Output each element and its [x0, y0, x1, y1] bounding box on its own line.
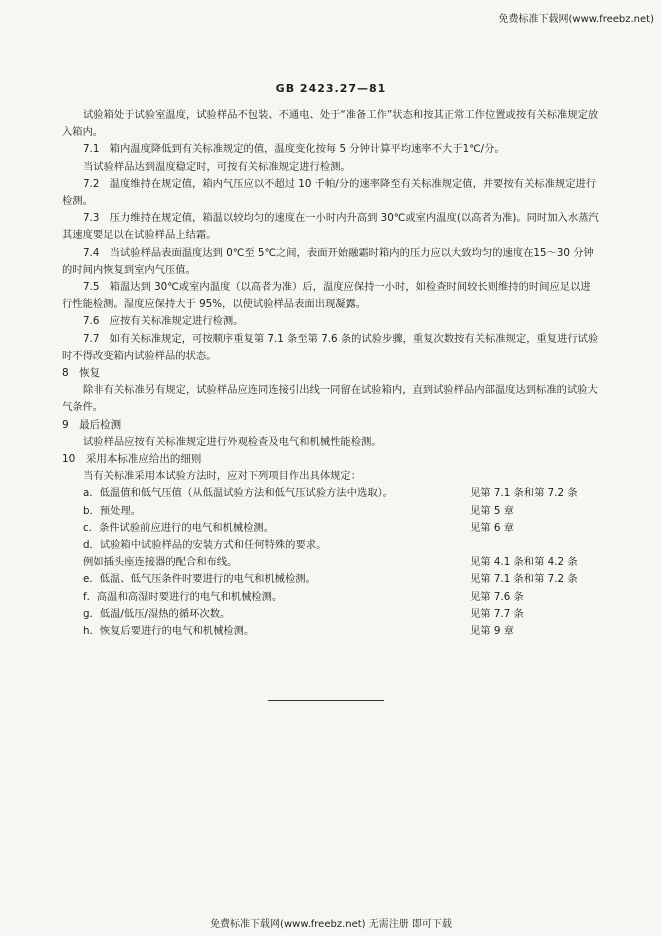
- watermark-bottom[interactable]: 免费标准下载网(www.freebz.net) 无需注册 即可下载: [210, 919, 452, 930]
- section-10-heading: 10 采用本标准应给出的细则: [62, 453, 202, 466]
- list-item: [62, 554, 600, 571]
- list-item-text: f．高温和高湿时要进行的电气和机械检测。: [83, 590, 283, 603]
- list-item-ref: 见第 5 章: [470, 504, 514, 517]
- list-item: [62, 537, 600, 554]
- paragraph: 当试验样品达到温度稳定时，可按有关标准规定进行检测。: [83, 160, 351, 173]
- list-item-ref: 见第 9 章: [470, 625, 514, 638]
- clause-7-3: 7.3 压力维持在规定值，箱温以较均匀的速度在一小时内升高到 30℃或室内温度(以高者为准)。同时加入水蒸汽其速度要足以在试验样品上结霜。: [62, 212, 599, 242]
- clause-7-5: 7.5 箱温达到 30℃或室内温度（以高者为准）后，温度应保持一小时，如检查时间较长则维持的时间应足以进行性能检测。湿度应保持大于 95%，以使试验样品表面出现凝露。: [62, 281, 591, 311]
- list-item-text: e．低温、低气压条件时要进行的电气和机械检测。: [83, 573, 316, 586]
- list-item-text: h．恢复后要进行的电气和机械检测。: [83, 625, 255, 638]
- clause-7-1: 7.1 箱内温度降低到有关标准规定的值，温度变化按每 5 分钟计算平均速率不大于1℃/分。: [83, 143, 505, 156]
- list-item: [62, 503, 600, 520]
- document-body: [62, 107, 600, 640]
- list-item-text: d．试验箱中试验样品的安装方式和任何特殊的要求。: [83, 539, 327, 552]
- end-divider: [268, 700, 384, 701]
- list-item: [62, 606, 600, 623]
- standard-number: GB 2423.27—81: [275, 82, 387, 95]
- clause-7-6: 7.6 应按有关标准规定进行检测。: [83, 315, 244, 328]
- list-item-ref: 见第 7.1 条和第 7.2 条: [470, 573, 578, 586]
- list-item: [62, 520, 600, 537]
- list-item-text: c．条件试验前应进行的电气和机械检测。: [83, 521, 275, 534]
- section-9-heading: 9 最后检测: [62, 418, 122, 431]
- clause-7-7: 7.7 如有关标准规定，可按顺序重复第 7.1 条至第 7.6 条的试验步骤，重复次数按有关标准规定，重复进行试验时不得改变箱内试验样品的状态。: [62, 332, 599, 362]
- list-item-ref: 见第 7.7 条: [470, 607, 524, 620]
- list-item-text: 例如插头座连接器的配合和布线。: [83, 556, 238, 569]
- section-8-heading: 8 恢复: [62, 367, 101, 380]
- list-item-ref: 见第 6 章: [470, 521, 514, 534]
- section-9-text: 试验样品应按有关标准规定进行外观检查及电气和机械性能检测。: [83, 435, 382, 448]
- list-item-ref: 见第 7.1 条和第 7.2 条: [470, 487, 578, 500]
- list-item: [62, 589, 600, 606]
- list-item: [62, 623, 600, 640]
- section-8-text: 除非有关标准另有规定，试验样品应连同连接引出线一同留在试验箱内，直到试验样品内部温度达到标准的试验大气条件。: [62, 384, 598, 414]
- list-item-text: a．低温值和低气压值（从低温试验方法和低气压试验方法中选取）。: [83, 487, 394, 500]
- list-item-text: b．预处理。: [83, 504, 142, 517]
- watermark-top[interactable]: 免费标准下载网(www.freebz.net): [498, 14, 654, 25]
- list-item-ref: 见第 7.6 条: [470, 590, 524, 603]
- list-item-ref: 见第 4.1 条和第 4.2 条: [470, 556, 578, 569]
- list-item: [62, 485, 600, 502]
- list-item: [62, 571, 600, 588]
- paragraph: 试验箱处于试验室温度，试验样品不包装、不通电、处于“准备工作”状态和按其正常工作位置或按有关标准规定放入箱内。: [62, 109, 599, 139]
- list-item-text: g．低温/低压/湿热的循环次数。: [83, 607, 231, 620]
- section-10-intro: 当有关标准采用本试验方法时，应对下列项目作出具体规定：: [83, 470, 362, 483]
- clause-7-4: 7.4 当试验样品表面温度达到 0℃至 5℃之间，表面开始融霜时箱内的压力应以大致均匀的速度在15～30 分钟的时间内恢复到室内气压值。: [62, 246, 594, 276]
- clause-7-2: 7.2 温度维持在规定值，箱内气压应以不超过 10 千帕/分的速率降至有关标准规定值，并要按有关标准规定进行检测。: [62, 177, 597, 208]
